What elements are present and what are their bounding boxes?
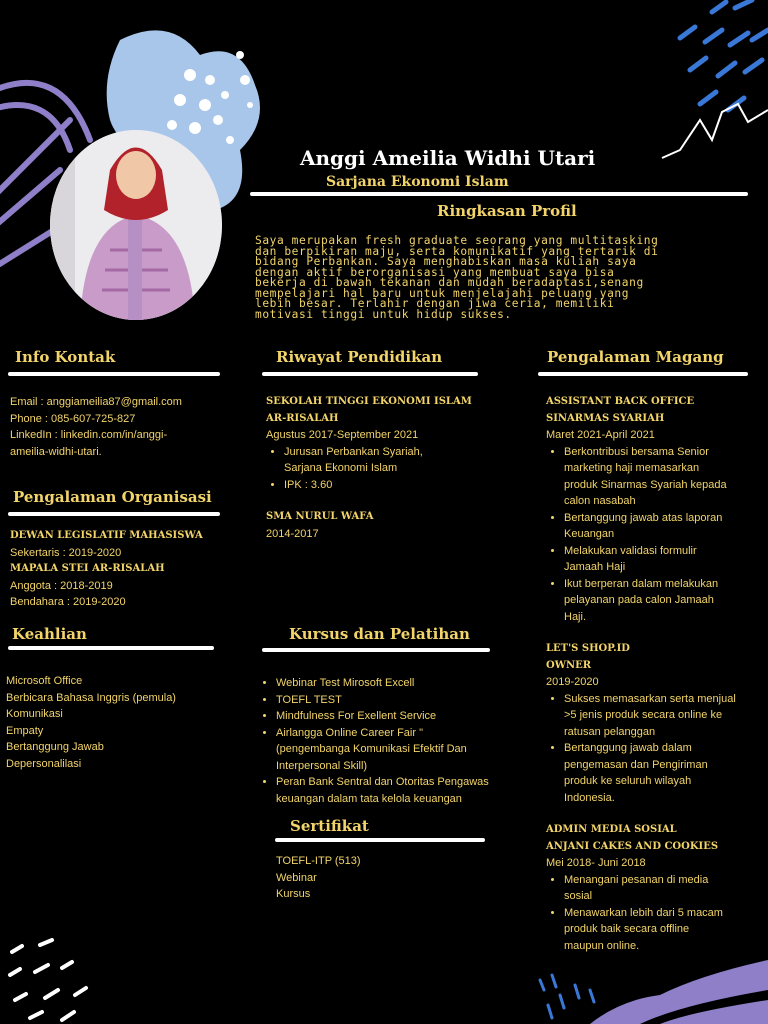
job-duty: • Berkontribusi bersama Senior marketing haji memasarkan produk Sinarmas Syariah kepada calon nasabah <box>564 444 762 510</box>
section-title-organization: Pengalaman Organisasi <box>13 488 212 506</box>
contact-linkedin: LinkedIn : linkedin.com/in/anggi- <box>10 429 168 441</box>
school-period: Agustus 2017-September 2021 <box>266 429 419 441</box>
contact-info <box>10 394 182 460</box>
section-title-skills: Keahlian <box>12 625 87 643</box>
section-title-contact: Info Kontak <box>15 348 116 366</box>
job-title: LET'S SHOP.ID <box>546 643 630 654</box>
skill-item: Komunikasi <box>6 708 63 720</box>
certificate-item: Webinar <box>276 871 317 884</box>
section-title-profile: Ringkasan Profil <box>437 202 577 220</box>
school-name: AR-RISALAH <box>266 412 339 424</box>
school-period: 2014-2017 <box>266 527 319 540</box>
contact-linkedin-cont: ameilia-widhi-utari. <box>10 445 102 458</box>
summary-line: bekerja di bawah tekanan dan mudah beradaptasi,senang <box>255 276 644 289</box>
profile-photo <box>50 130 222 320</box>
divider <box>275 838 485 842</box>
skill-item: Bertanggung Jawab <box>6 741 104 753</box>
section-title-courses: Kursus dan Pelatihan <box>289 625 470 643</box>
skill-item: Empaty <box>6 724 44 737</box>
org-name: MAPALA STEI AR-RISALAH <box>10 563 165 574</box>
job-title: ADMIN MEDIA SOSIAL <box>546 824 677 835</box>
job-duties <box>546 691 762 807</box>
org-name: DEWAN LEGISLATIF MAHASISWA <box>10 530 203 541</box>
summary-line: lebih besar. Terlahir dengan jiwa ceria, memiliki <box>255 297 615 310</box>
divider <box>8 512 220 516</box>
job-duties <box>546 444 762 626</box>
school-name: SEKOLAH TINGGI EKONOMI ISLAM <box>266 396 472 407</box>
summary-line: mempelajari hal baru untuk menjelajahi peluang yang <box>255 286 630 300</box>
summary-line: dengan aktif berorganisasi yang membuat saya bisa <box>255 265 615 279</box>
course-item: • Mindfulness For Exellent Service <box>276 708 489 725</box>
skill-item: Depersonalilasi <box>6 757 82 770</box>
section-title-internship: Pengalaman Magang <box>547 348 724 366</box>
contact-phone: Phone : 085-607-725-827 <box>10 412 136 425</box>
divider <box>262 372 478 376</box>
certificate-item: TOEFL-ITP (513) <box>276 855 361 867</box>
white-dashes-bottom-left <box>10 940 86 1020</box>
school-details <box>266 444 472 494</box>
course-item: • Airlangga Online Career Fair " (pengembanga Komunikasi Efektif Dan Interpersonal Skill) <box>276 725 489 775</box>
job-duty: • Sukses memasarkan serta menjual >5 jenis produk secara online ke ratusan pelanggan <box>564 691 762 741</box>
job-duties <box>546 872 762 955</box>
zigzag-line <box>662 104 768 158</box>
summary-line: bidang Perbankan. Saya menghabiskan masa kuliah saya <box>255 255 637 268</box>
divider <box>538 372 748 376</box>
org-role: Sekertaris : 2019-2020 <box>10 546 122 559</box>
job-duty: • Bertanggung jawab atas laporan Keuangan <box>564 510 762 543</box>
job-duty: • Ikut berperan dalam melakukan pelayanan pada calon Jamaah Haji. <box>564 576 762 626</box>
candidate-degree: Sarjana Ekonomi Islam <box>326 174 509 190</box>
candidate-name: Anggi Ameilia Widhi Utari <box>300 146 596 170</box>
education-list <box>266 394 472 542</box>
job-company: SINARMAS SYARIAH <box>546 412 665 424</box>
org-role: Anggota : 2018-2019 <box>10 579 113 592</box>
summary-line: motivasi tinggi untuk hidup sukses. <box>255 307 512 321</box>
courses-list <box>258 675 489 807</box>
job-title: ASSISTANT BACK OFFICE <box>546 396 695 407</box>
school-name: SMA NURUL WAFA <box>266 511 374 522</box>
job-period: Maret 2021-April 2021 <box>546 429 655 441</box>
organization-list <box>10 528 203 611</box>
job-duty: • Melakukan validasi formulir Jamaah Haji <box>564 543 762 576</box>
job-duty: • Menawarkan lebih dari 5 macam produk baik secara offline maupun online. <box>564 905 762 955</box>
divider <box>262 648 490 652</box>
divider <box>8 372 220 376</box>
job-period: 2019-2020 <box>546 676 599 688</box>
summary-line: dan berpikiran maju, serta komunikatif yang tertarik di <box>255 244 659 258</box>
contact-email: Email : anggiameilia87@gmail.com <box>10 396 182 408</box>
job-period: Mei 2018- Juni 2018 <box>546 857 646 869</box>
course-item: • TOEFL TEST <box>276 692 489 709</box>
course-item: • Webinar Test Mirosoft Excell <box>276 675 489 692</box>
skills-list <box>6 673 176 772</box>
certificate-item: Kursus <box>276 888 311 900</box>
profile-summary <box>255 236 757 320</box>
skill-item: Berbicara Bahasa Inggris (pemula) <box>6 691 176 704</box>
job-role: OWNER <box>546 659 592 671</box>
course-item: • Peran Bank Sentral dan Otoritas Pengawas keuangan dalam tata kelola keuangan <box>276 774 489 807</box>
summary-line: Saya merupakan fresh graduate seorang yang multitasking <box>255 234 659 247</box>
blue-dashes-top-right <box>680 0 768 110</box>
section-title-education: Riwayat Pendidikan <box>276 348 443 366</box>
internship-list <box>546 394 762 954</box>
job-company: ANJANI CAKES AND COOKIES <box>546 840 719 852</box>
divider <box>8 646 214 650</box>
blue-dashes-bottom <box>540 975 594 1018</box>
school-detail: • Jurusan Perbankan Syariah, Sarjana Ekonomi Islam <box>284 444 472 477</box>
org-role: Bendahara : 2019-2020 <box>10 596 126 608</box>
job-duty: • Menangani pesanan di media sosial <box>564 872 762 905</box>
divider <box>250 192 748 196</box>
job-duty: • Bertanggung jawab dalam pengemasan dan Pengiriman produk ke seluruh wilayah Indonesia. <box>564 740 762 806</box>
certificates-list <box>276 853 361 903</box>
section-title-certificates: Sertifikat <box>290 817 369 835</box>
skill-item: Microsoft Office <box>6 675 83 687</box>
school-detail: • IPK : 3.60 <box>284 477 472 494</box>
